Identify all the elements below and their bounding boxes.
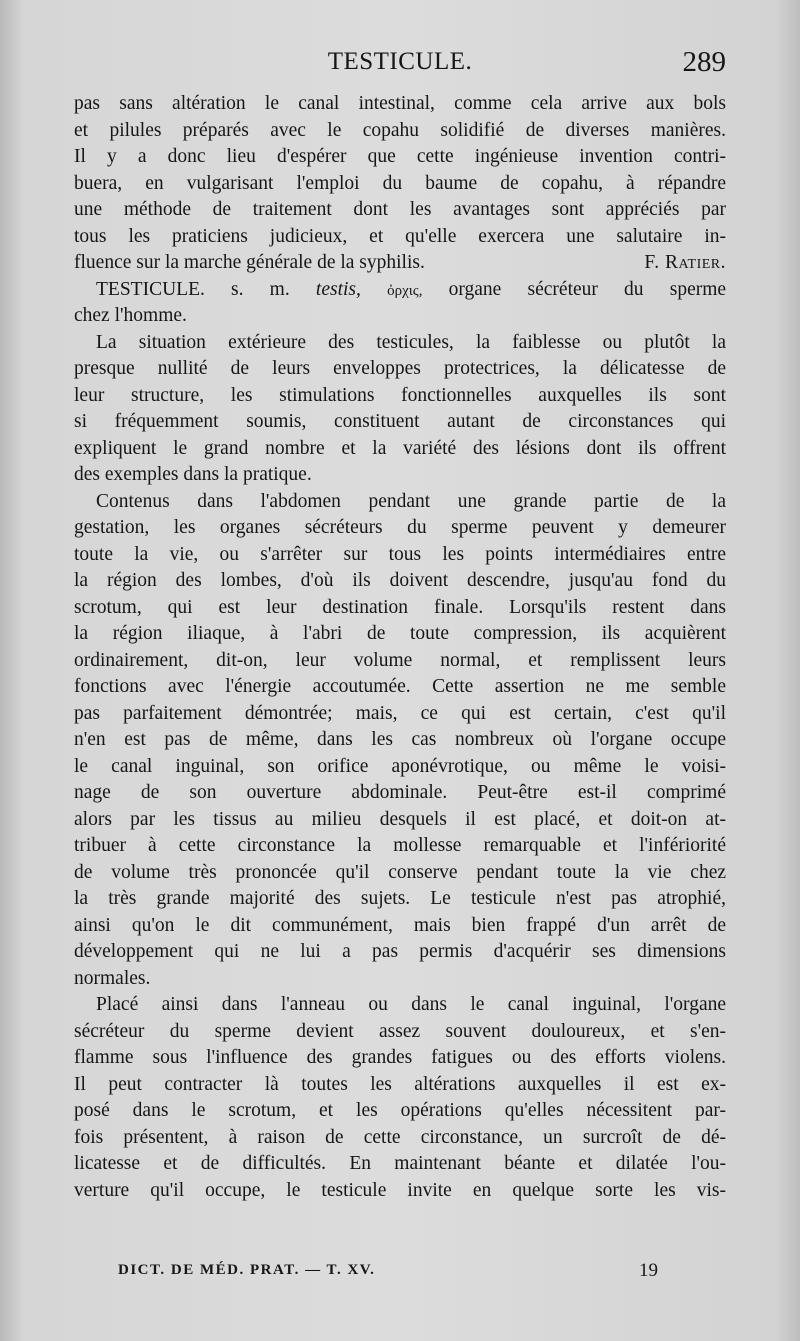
page-title: TESTICULE. <box>327 48 473 75</box>
author-signature: F. Ratier. <box>644 252 726 273</box>
entry-definition: organe sécréteur du sperme <box>448 278 726 300</box>
body-text <box>74 91 726 1204</box>
text-line: pas sans altération le canal intestinal, comme cela arrive aux bols <box>74 93 726 114</box>
text-line: et pilules préparés avec le copahu solidifié de diverses manières. <box>74 119 726 141</box>
text-line: sécréteur du sperme devient assez souvent douloureux, et s'en- <box>74 1020 726 1042</box>
text-line: normales. <box>74 967 151 989</box>
text-line: fois présentent, à raison de cette circonstance, un surcroît de dé- <box>74 1126 726 1148</box>
text-line: pas parfaitement démontrée; mais, ce qui est certain, c'est qu'il <box>74 702 726 724</box>
text-line: nage de son ouverture abdominale. Peut-être est-il comprimé <box>74 782 726 803</box>
text-line: Il y a donc lieu d'espérer que cette ingénieuse invention contri- <box>74 146 726 167</box>
text-line: posé dans le scrotum, et les opérations qu'elles nécessitent par- <box>74 1100 726 1121</box>
paragraph-contenus <box>74 489 726 993</box>
text-line: licatesse et de difficultés. En maintenant béante et dilatée l'ou- <box>74 1153 726 1174</box>
text-line: une méthode de traitement dont les avantages sont appréciés par <box>74 199 726 220</box>
page-footer <box>118 1262 658 1288</box>
text-line: flamme sous l'influence des grandes fatigues ou des efforts violens. <box>74 1047 726 1068</box>
text-line: le canal inguinal, son orifice aponévrotique, ou même le voisi- <box>74 755 726 777</box>
paragraph-situation <box>74 330 726 489</box>
footer-signature-mark: 19 <box>639 1260 658 1281</box>
text-line <box>74 250 726 277</box>
text-line: Contenus dans l'abdomen pendant une grande partie de la <box>96 490 726 512</box>
text-line-content: fluence sur la marche générale de la syphilis. <box>74 252 425 273</box>
entry-headword: TESTICULE. <box>96 278 205 300</box>
text-line: fonctions avec l'énergie accoutumée. Cette assertion ne me semble <box>74 676 726 697</box>
page-number: 289 <box>682 46 726 78</box>
text-line: alors par les tissus au milieu desquels il est placé, et doit-on at- <box>74 808 726 830</box>
entry-latin-term: testis, <box>315 278 361 300</box>
text-line: tous les praticiens judicieux, et qu'elle exercera une salutaire in- <box>74 225 726 247</box>
text-line: Il peut contracter là toutes les altérations auxquelles il est ex- <box>74 1073 726 1095</box>
text-line: la très grande majorité des sujets. Le testicule n'est pas atrophié, <box>74 888 726 909</box>
text-line: expliquent le grand nombre et la variété des lésions dont ils offrent <box>74 437 726 459</box>
text-line: scrotum, qui est leur destination finale. Lorsqu'ils restent dans <box>74 596 726 618</box>
text-line: Placé ainsi dans l'anneau ou dans le canal inguinal, l'organe <box>96 994 726 1015</box>
text-line: presque nullité de leurs enveloppes protectrices, la délicatesse de <box>74 358 726 379</box>
text-line: ordinairement, dit-on, leur volume normal, et remplissent leurs <box>74 649 726 671</box>
text-line: la région des lombes, d'où ils doivent descendre, jusqu'au fond du <box>74 570 726 591</box>
text-line: toute la vie, ou s'arrêter sur tous les points intermédiaires entre <box>74 543 726 565</box>
text-line: buera, en vulgarisant l'emploi du baume de copahu, à répandre <box>74 172 726 194</box>
text-line: leur structure, les stimulations fonctionnelles auxquelles ils sont <box>74 384 726 406</box>
text-line: gestation, les organes sécréteurs du sperme peuvent y demeurer <box>74 517 726 538</box>
text-line: développement qui ne lui a pas permis d'acquérir ses dimensions <box>74 941 726 962</box>
entry-first-line <box>74 277 726 304</box>
text-line: n'en est pas de même, dans les cas nombreux où l'organe occupe <box>74 729 726 750</box>
text-line: verture qu'il occupe, le testicule invite en quelque sorte les vis- <box>74 1179 726 1201</box>
text-line: la région iliaque, à l'abri de toute compression, ils acquièrent <box>74 623 726 644</box>
entry-greek-term: ὀρχις, <box>387 282 423 299</box>
footer-work-title: DICT. DE MÉD. PRAT. — T. XV. <box>118 1262 376 1278</box>
text-line: tribuer à cette circonstance la mollesse remarquable et l'infériorité <box>74 835 726 856</box>
entry-grammar: s. m. <box>231 278 290 300</box>
entry-testicule <box>74 277 726 330</box>
running-head <box>74 44 726 84</box>
paragraph-previous-article <box>74 91 726 277</box>
text-line: si fréquemment soumis, constituent autant de circonstances qui <box>74 411 726 432</box>
text-line: chez l'homme. <box>74 305 187 326</box>
paragraph-place-ainsi <box>74 992 726 1204</box>
text-line: ainsi qu'on le dit communément, mais bien frappé d'un arrêt de <box>74 914 726 936</box>
text-line: de volume très prononcée qu'il conserve pendant toute la vie chez <box>74 861 726 883</box>
text-line: La situation extérieure des testicules, la faiblesse ou plutôt la <box>96 331 726 353</box>
text-line: des exemples dans la pratique. <box>74 464 312 485</box>
